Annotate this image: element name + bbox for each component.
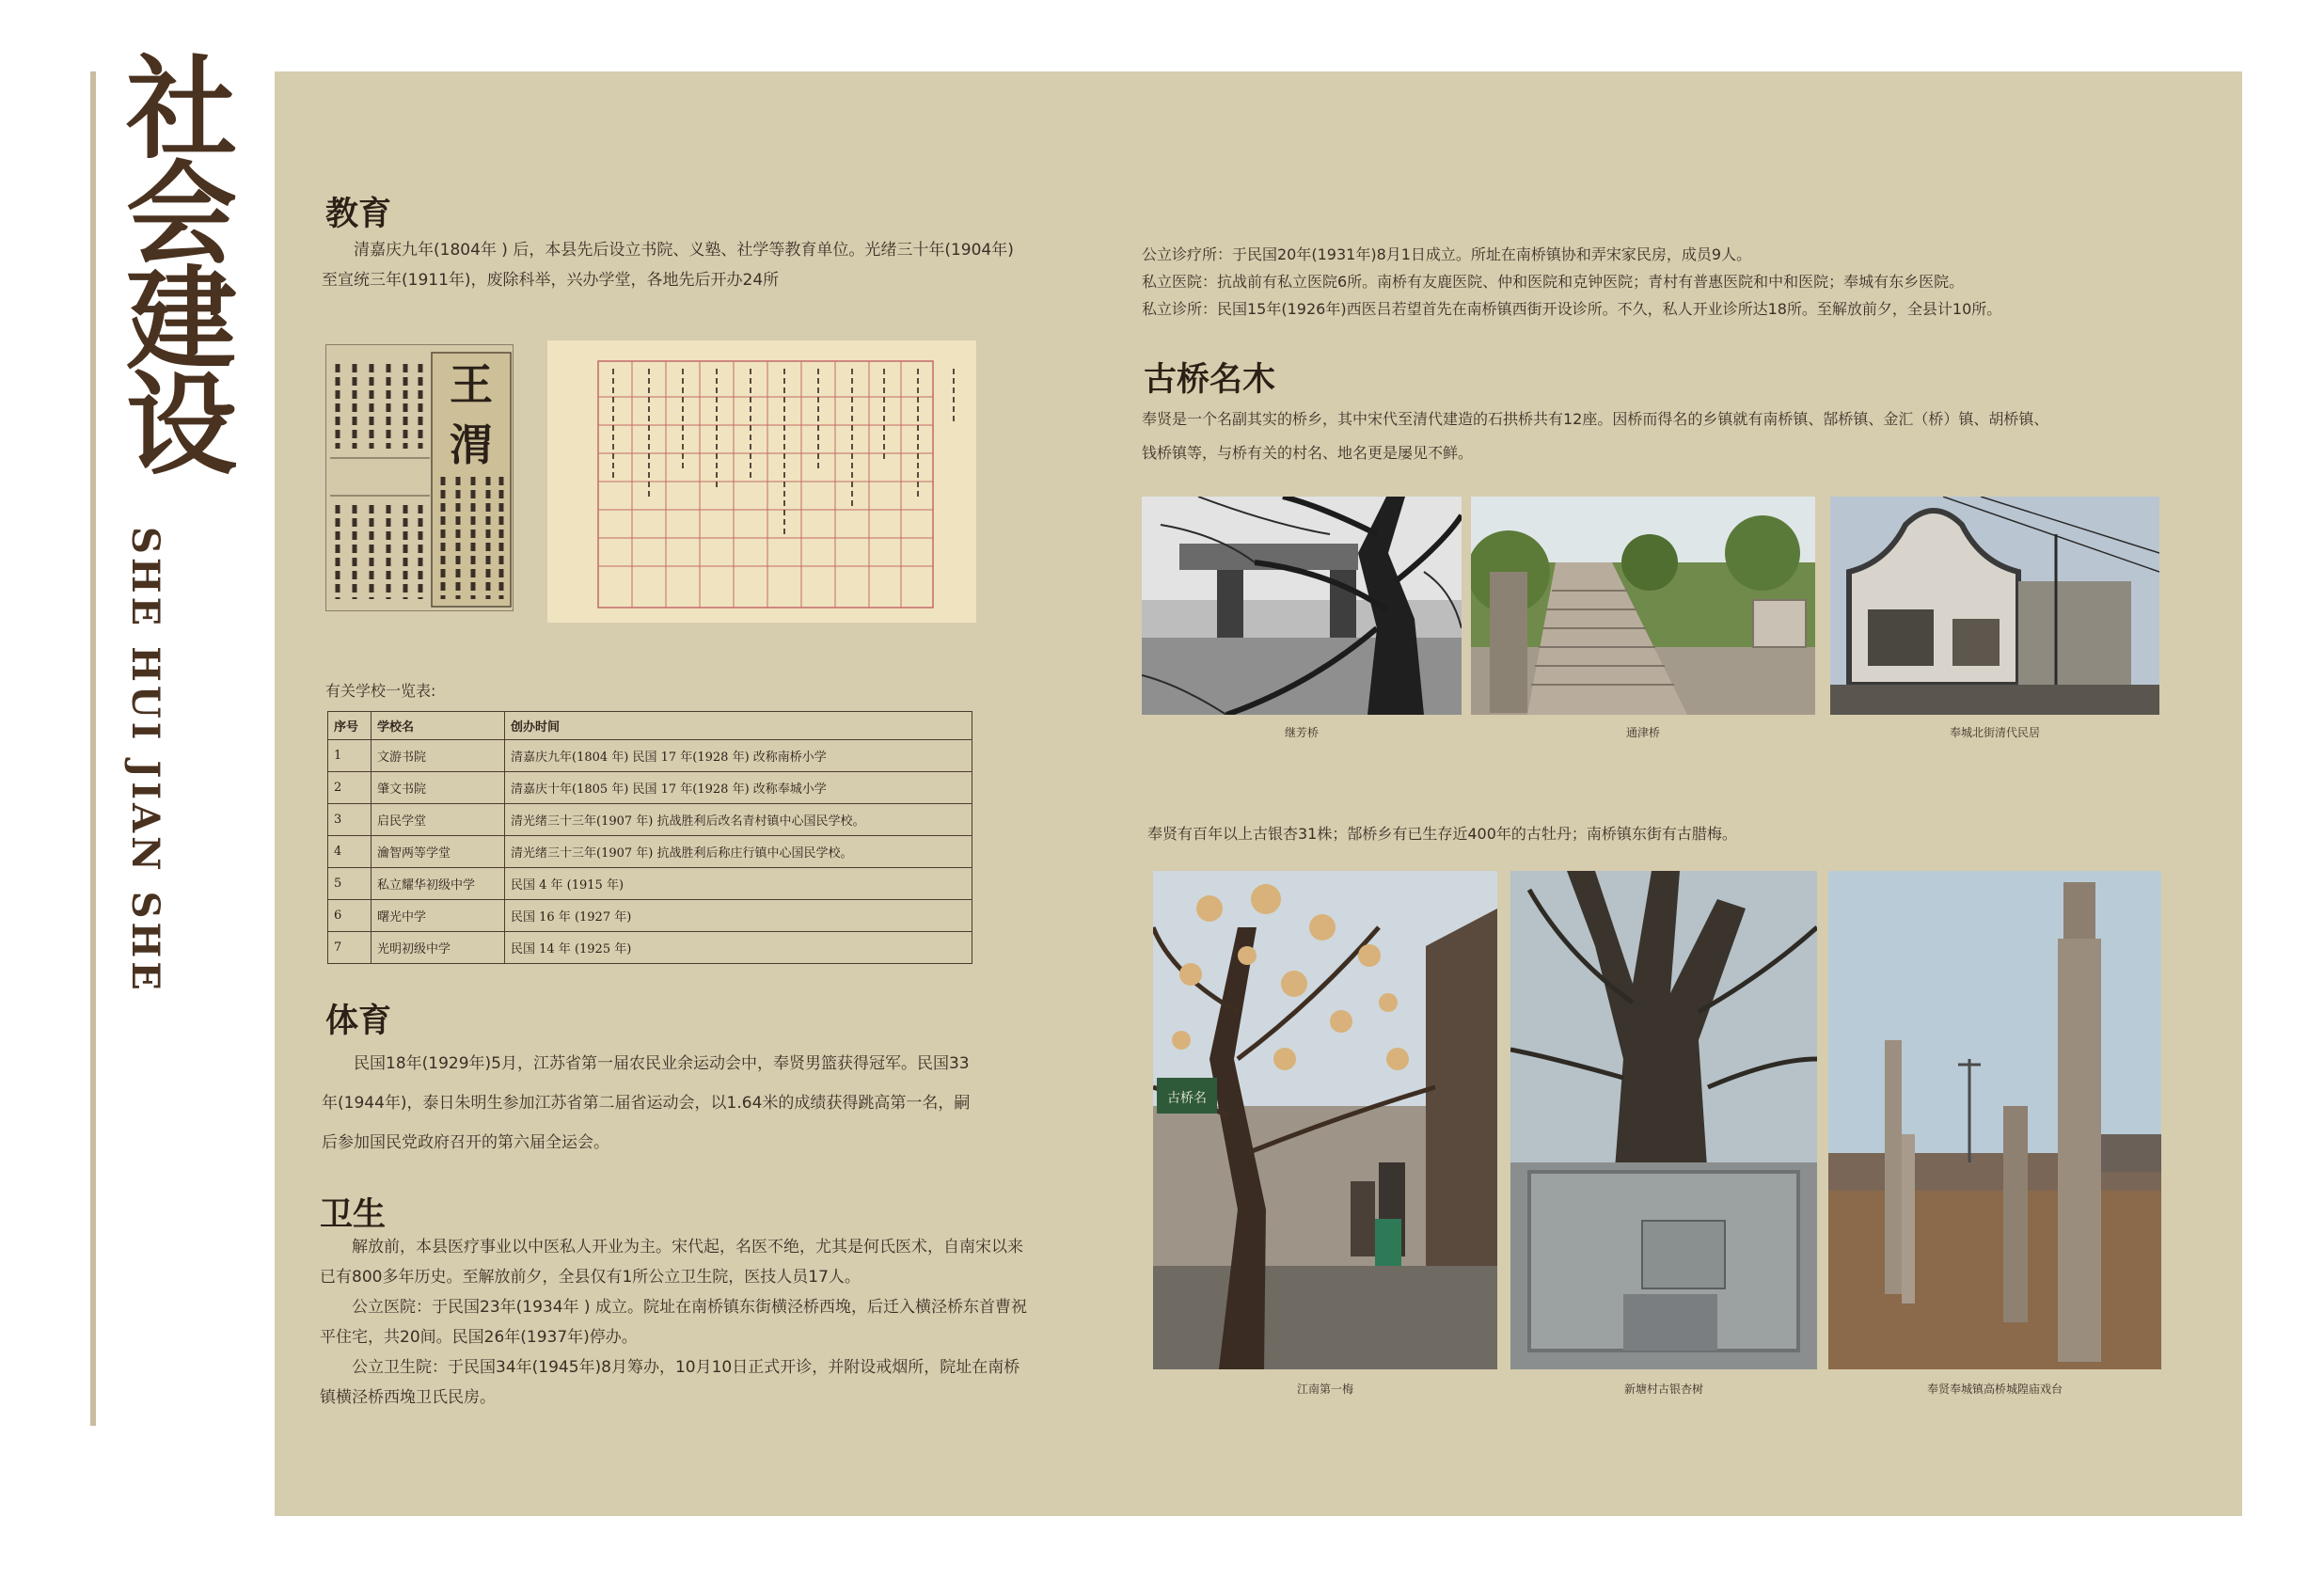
heading-bridges: 古桥名木: [1144, 361, 1276, 399]
text-line: 民国18年(1929年)5月，江苏省第一届农民业余运动会中，奉贤男篮获得冠军。民国33: [354, 1054, 970, 1073]
table-row: [328, 900, 972, 932]
photo-ginkgo-tree: [1510, 871, 1817, 1369]
clinics-text: [1142, 241, 2214, 323]
text-line: 公立医院：于民国23年(1934年 ) 成立。院址在南桥镇东街横泾桥西堍，后迁入横泾桥东首曹祝: [352, 1298, 1027, 1317]
title-char: 设: [125, 359, 237, 490]
table-cell: 3: [328, 804, 371, 836]
table-cell: 5: [328, 868, 371, 900]
table-cell: 肇文书院: [371, 772, 505, 804]
document-image-ledger: [547, 340, 976, 623]
table-row: [328, 868, 972, 900]
table-cell: 清光绪三十三年(1907 年) 抗战胜利后改名青村镇中心国民学校。: [505, 804, 972, 836]
text-line: 解放前，本县医疗事业以中医私人开业为主。宋代起，名医不绝，尤其是何氏医术，自南宋以来: [352, 1238, 1023, 1256]
table-cell: 4: [328, 836, 371, 868]
photo-caption: 通津桥: [1625, 726, 1660, 739]
photo-caption: 奉城北街清代民居: [1949, 726, 2040, 739]
table-cell: 文游书院: [371, 740, 505, 772]
photo-caption: 继芳桥: [1284, 726, 1319, 739]
text-line: 平住宅，共20间。民国26年(1937年)停办。: [320, 1328, 638, 1347]
heading-education: 教育: [325, 196, 392, 233]
text-line: 年(1944年)，泰日朱明生参加江苏省第二届省运动会，以1.64米的成绩获得跳高第一名，嗣: [322, 1094, 971, 1113]
content-panel: [275, 71, 2242, 1516]
photo-plum-tree: [1153, 871, 1497, 1369]
table-cell: 7: [328, 932, 371, 964]
text-line: 奉贤是一个名副其实的桥乡，其中宋代至清代建造的石拱桥共有12座。因桥而得名的乡镇就有南桥镇、郜桥镇、金汇（桥）镇、胡桥镇、: [1142, 410, 2049, 428]
photo-caption: 奉贤奉城镇高桥城隍庙戏台: [1926, 1383, 2063, 1396]
table-cell: 清光绪三十三年(1907 年) 抗战胜利后称庄行镇中心国民学校。: [505, 836, 972, 868]
heading-sports: 体育: [325, 1003, 392, 1040]
table-row: [328, 772, 972, 804]
table-cell: 民国 16 年 (1927 年): [505, 900, 972, 932]
text-line: 至宣统三年(1911年)，废除科举，兴办学堂，各地先后开办24所: [322, 271, 780, 290]
table-row: [328, 836, 972, 868]
text-line: 私立诊所：民国15年(1926年)西医吕若望首先在南桥镇西街开设诊所。不久，私人开业诊所达18所。至解放前夕，全县计10所。: [1142, 300, 2002, 318]
table-cell: 清嘉庆十年(1805 年) 民国 17 年(1928 年) 改称奉城小学: [505, 772, 972, 804]
sign-text: 古桥名: [1167, 1091, 1207, 1106]
school-table: [327, 711, 972, 964]
table-cell: 6: [328, 900, 371, 932]
text-line: 后参加国民党政府召开的第六届全运会。: [322, 1133, 609, 1152]
table-cell: 2: [328, 772, 371, 804]
table-header-row: [328, 712, 972, 740]
text-line: 清嘉庆九年(1804年 ) 后，本县先后设立书院、义塾、社学等教育单位。光绪三十年(1904年): [354, 241, 1014, 260]
col-header: 序号: [328, 712, 371, 740]
text-line: 钱桥镇等，与桥有关的村名、地名更是屡见不鲜。: [1142, 444, 1474, 462]
table-cell: 曙光中学: [371, 900, 505, 932]
table-cell: 光明初级中学: [371, 932, 505, 964]
col-header: 创办时间: [505, 712, 972, 740]
photo-caption: 新塘村古银杏树: [1623, 1383, 1703, 1396]
text-line: 已有800多年历史。至解放前夕，全县仅有1所公立卫生院，医技人员17人。: [320, 1268, 861, 1287]
table-cell: 民国 4 年 (1915 年): [505, 868, 972, 900]
table-cell: 启民学堂: [371, 804, 505, 836]
table-title: 有关学校一览表:: [325, 682, 436, 700]
text-line: 公立诊疗所：于民国20年(1931年)8月1日成立。所址在南桥镇协和弄宋家民房，成员9人。: [1142, 245, 1752, 263]
text-line: 镇横泾桥西堍卫氏民房。: [320, 1388, 496, 1407]
table-cell: 1: [328, 740, 371, 772]
table-row: [328, 932, 972, 964]
photo-caption: 江南第一梅: [1296, 1383, 1353, 1396]
col-header: 学校名: [371, 712, 505, 740]
text-line: 私立医院：抗战前有私立医院6所。南桥有友鹿医院、仲和医院和克钟医院；青村有普惠医院和中和医院；奉城有东乡医院。: [1142, 273, 1965, 291]
photo-fengcheng-house: [1830, 497, 2159, 715]
table-row: [328, 804, 972, 836]
table-cell: 清嘉庆九年(1804 年) 民国 17 年(1928 年) 改称南桥小学: [505, 740, 972, 772]
document-image-genealogy: [325, 344, 514, 611]
title-char: 建: [125, 254, 237, 385]
trees-text: 奉贤有百年以上古银杏31株；郜桥乡有已生存近400年的古牡丹；南桥镇东街有古腊梅。: [1147, 825, 1737, 843]
text-line: 公立卫生院：于民国34年(1945年)8月筹办，10月10日正式开诊，并附设戒烟所，院址在南桥: [352, 1358, 1020, 1377]
section-title: [120, 43, 243, 490]
title-rule: [90, 71, 96, 1426]
title-char: 会: [125, 149, 237, 279]
table-cell: 瀹智两等学堂: [371, 836, 505, 868]
doc-char: 王: [450, 359, 493, 410]
bridges-text: [1142, 403, 2223, 470]
table-cell: 民国 14 年 (1925 年): [505, 932, 972, 964]
section-title-pinyin: SHE HUI JIAN SHE: [123, 527, 167, 994]
doc-char: 渭: [450, 419, 493, 470]
photo-tongjin-bridge: [1471, 497, 1815, 715]
heading-health: 卫生: [320, 1196, 387, 1234]
table-row: [328, 740, 972, 772]
photo-jifang-bridge: [1142, 497, 1462, 715]
photo-temple-stage: [1828, 871, 2161, 1369]
table-cell: 私立耀华初级中学: [371, 868, 505, 900]
title-char: 社: [125, 43, 237, 174]
